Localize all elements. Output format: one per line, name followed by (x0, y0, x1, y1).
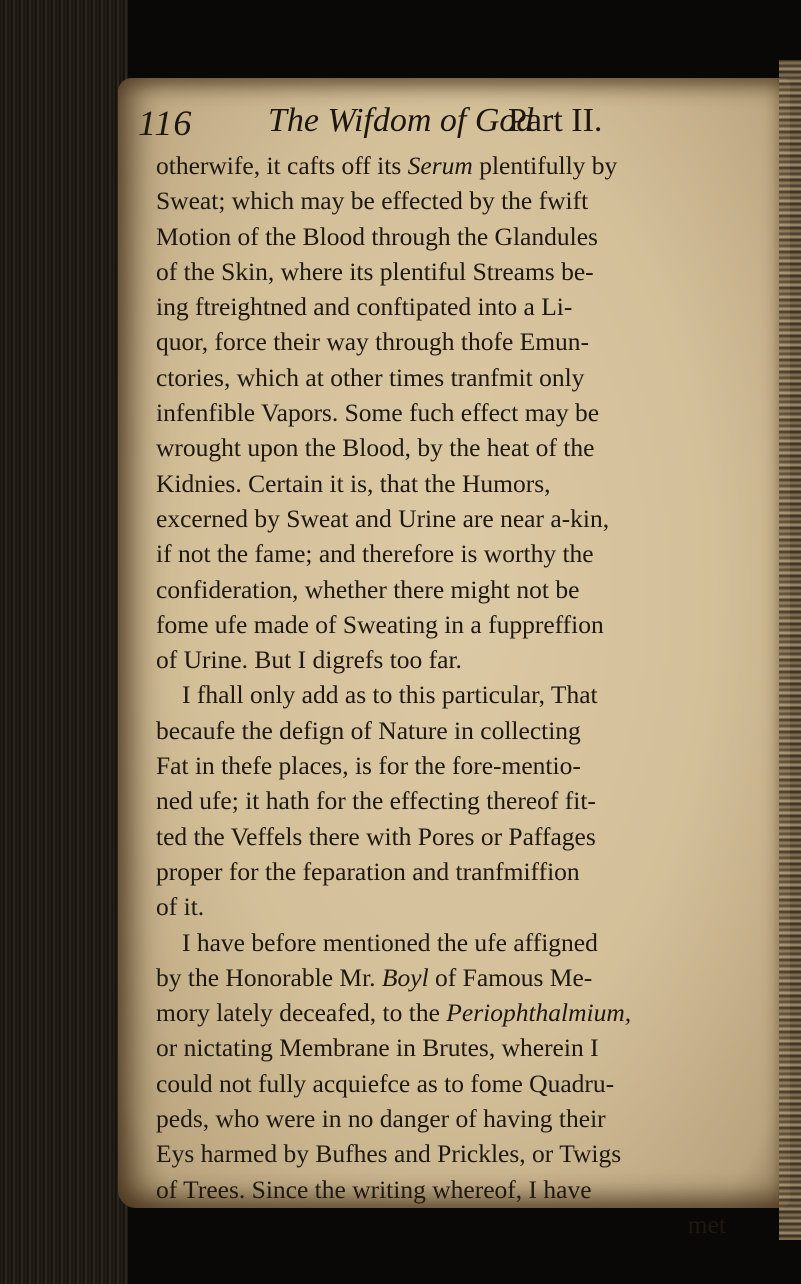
text-segment: if not the fame; and therefore is worthy the (156, 539, 594, 569)
text-line (156, 1136, 736, 1171)
text-segment: mory lately deceafed, to the (156, 998, 447, 1028)
text-line (156, 501, 736, 536)
text-line (156, 1066, 736, 1101)
text-line (156, 254, 736, 289)
text-segment: proper for the feparation and tranfmiffion (156, 856, 580, 886)
text-line (156, 1172, 736, 1207)
text-segment: of Trees. Since the writing whereof, I have (156, 1174, 592, 1204)
running-title: The Wifdom of God (268, 102, 534, 139)
text-line (156, 960, 736, 995)
text-line (156, 148, 736, 183)
text-line (156, 783, 736, 818)
text-segment: peds, who were in no danger of having their (156, 1104, 606, 1134)
italic-term: Periophthalmium, (446, 998, 632, 1028)
text-segment: of Urine. But I digrefs too far. (156, 645, 462, 675)
text-line (156, 536, 736, 571)
text-segment: Fat in thefe places, is for the fore-mentio- (156, 751, 581, 781)
part-label: Part II. (508, 102, 603, 139)
page-header (128, 102, 688, 148)
text-line (156, 572, 736, 607)
text-line (156, 289, 736, 324)
text-line (156, 395, 736, 430)
text-segment: Kidnies. Certain it is, that the Humors, (156, 468, 551, 498)
book-binding-edge (0, 0, 128, 1284)
text-segment: of Famous Me- (428, 962, 593, 992)
text-segment: of it. (156, 892, 205, 922)
text-line (156, 219, 736, 254)
text-segment: ctories, which at other times tranfmit only (156, 362, 585, 392)
text-segment: Sweat; which may be effected by the fwift (156, 186, 589, 216)
text-line (156, 677, 736, 712)
text-segment: quor, force their way through thofe Emun- (156, 327, 590, 357)
text-segment: Motion of the Blood through the Glandules (156, 221, 598, 251)
text-segment: ted the Veffels there with Pores or Paffages (156, 821, 596, 851)
text-segment: excerned by Sweat and Urine are near a-kin, (156, 503, 610, 533)
text-segment: by the Honorable Mr. (156, 962, 382, 992)
text-segment: confideration, whether there might not be (156, 574, 580, 604)
text-line (156, 713, 736, 748)
text-line (156, 607, 736, 642)
text-segment: or nictating Membrane in Brutes, wherein I (156, 1033, 599, 1063)
text-line (156, 642, 736, 677)
next-page-edge (779, 60, 801, 1240)
text-line (156, 324, 736, 359)
text-line (156, 854, 736, 889)
text-line (156, 748, 736, 783)
text-segment: infenfible Vapors. Some fuch effect may be (156, 398, 600, 428)
text-line (156, 1101, 736, 1136)
text-segment: becaufe the defign of Nature in collecting (156, 715, 581, 745)
catchword: met (687, 1209, 726, 1239)
text-segment: I have before mentioned the ufe affigned (182, 927, 598, 957)
text-segment: plentifully by (472, 151, 618, 180)
text-segment: ned ufe; it hath for the effecting thereof fit- (156, 786, 596, 816)
text-line (156, 925, 736, 960)
text-segment: I fhall only add as to this particular, That (182, 680, 598, 710)
text-line (156, 1030, 736, 1065)
text-segment: of the Skin, where its plentiful Streams be- (156, 256, 594, 286)
text-segment: could not fully acquiefce as to fome Quadru- (156, 1068, 615, 1098)
text-line (156, 889, 736, 924)
italic-term: Boyl (381, 962, 429, 992)
text-line (156, 995, 736, 1030)
text-line (156, 466, 736, 501)
italic-term: Serum (407, 151, 473, 180)
body-text (156, 148, 736, 1242)
text-line (156, 430, 736, 465)
text-segment: Eys harmed by Bufhes and Prickles, or Twigs (156, 1139, 622, 1169)
text-line (156, 183, 736, 218)
text-segment: otherwife, it cafts off its (156, 151, 408, 180)
page-number: 116 (138, 103, 193, 143)
text-segment: fome ufe made of Sweating in a fuppreffion (156, 609, 604, 639)
text-segment: ing ftreightned and conftipated into a Li- (156, 292, 573, 322)
text-line (156, 819, 736, 854)
text-line (156, 360, 736, 395)
text-segment: wrought upon the Blood, by the heat of the (156, 433, 595, 463)
